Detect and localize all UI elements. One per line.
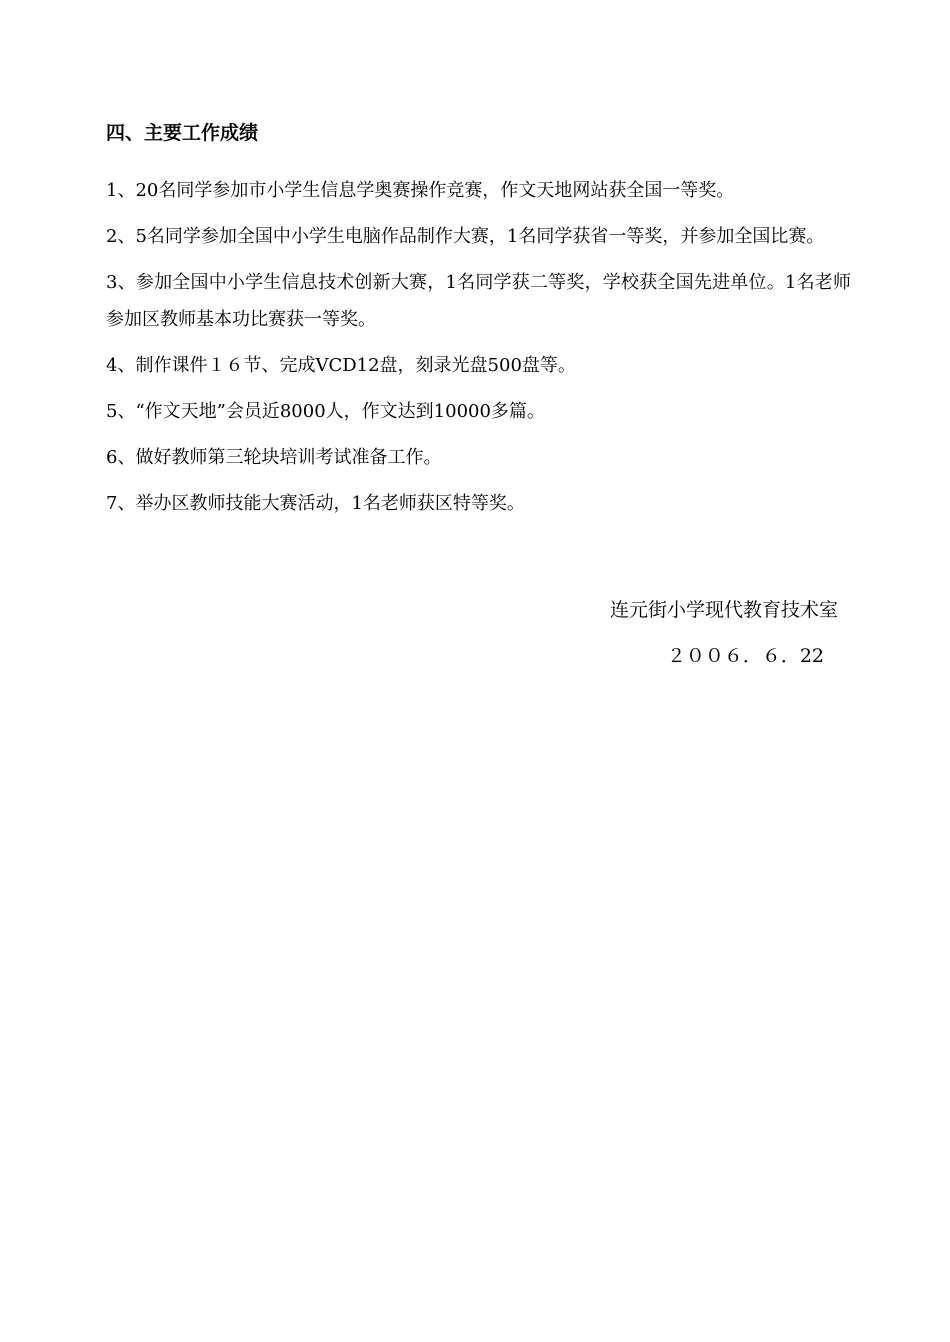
list-item: 6、做好教师第三轮块培训考试准备工作。: [106, 447, 442, 468]
achievement-list: [106, 172, 851, 531]
list-item: 5、“作文天地”会员近8000人，作文达到10000多篇。: [106, 401, 545, 422]
list-item: 7、举办区教师技能大赛活动，1名老师获区特等奖。: [106, 493, 525, 514]
section-heading: 四、主要工作成绩: [106, 122, 259, 144]
signature-date: ２００６．６．22: [666, 645, 824, 667]
list-item: 1、20名同学参加市小学生信息学奥赛操作竞赛，作文天地网站获全国一等奖。: [106, 180, 735, 201]
list-item: 3、参加全国中小学生信息技术创新大赛，1名同学获二等奖，学校获全国先进单位。1名老师参加区教师基本功比赛获一等奖。: [106, 272, 851, 330]
list-item: 4、制作课件１６节、完成VCD12盘，刻录光盘500盘等。: [106, 355, 576, 376]
list-item: 2、5名同学参加全国中小学生电脑作品制作大赛，1名同学获省一等奖，并参加全国比赛。: [106, 226, 825, 247]
signature-org: 连元街小学现代教育技术室: [609, 599, 838, 621]
